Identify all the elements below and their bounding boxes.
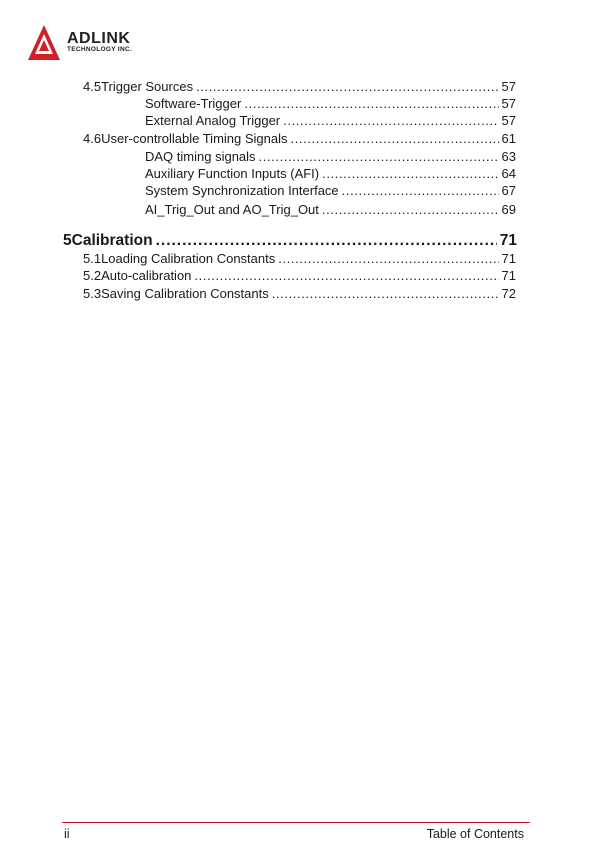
- toc-leader-dots: [322, 166, 498, 182]
- toc-entry-number: 5.2: [83, 268, 102, 283]
- toc-entry-page: 67: [501, 183, 516, 198]
- footer-page-number: ii: [64, 827, 70, 841]
- toc-entry-page: 69: [501, 202, 516, 217]
- toc-entry[interactable]: [145, 149, 516, 165]
- toc-entry-page: 57: [501, 96, 516, 111]
- toc-entry-title: Loading Calibration Constants: [101, 251, 276, 266]
- toc-leader-dots: [156, 232, 497, 250]
- toc-leader-dots: [196, 79, 498, 95]
- toc-entry-number: 4.6: [83, 131, 102, 146]
- toc-entry[interactable]: [145, 113, 516, 129]
- toc-entry-title: User-controllable Timing Signals: [101, 131, 288, 146]
- toc-entry-title: System Synchronization Interface: [145, 183, 339, 198]
- toc-entry-page: 57: [501, 79, 516, 94]
- logo-subtitle-text: TECHNOLOGY INC.: [67, 46, 133, 53]
- toc-chapter-entry[interactable]: [63, 232, 517, 250]
- toc-entry-page: 64: [501, 166, 516, 181]
- toc-entry-title: Auxiliary Function Inputs (AFI): [145, 166, 320, 181]
- toc-entry[interactable]: [83, 268, 516, 284]
- toc-chapter-page: 71: [499, 232, 517, 249]
- toc-leader-dots: [342, 183, 499, 199]
- toc-entry-page: 57: [501, 113, 516, 128]
- toc-entry[interactable]: [83, 131, 516, 147]
- toc-entry[interactable]: [83, 286, 516, 302]
- toc-leader-dots: [278, 251, 498, 267]
- toc-entry-page: 71: [501, 251, 516, 266]
- toc-leader-dots: [194, 268, 498, 284]
- footer-rule: [62, 822, 530, 823]
- toc-entry-title: Software-Trigger: [145, 96, 242, 111]
- toc-leader-dots: [244, 96, 498, 112]
- toc-entry-page: 71: [501, 268, 516, 283]
- toc-entry[interactable]: [83, 251, 516, 267]
- toc-entry-page: 72: [501, 286, 516, 301]
- toc-leader-dots: [272, 286, 499, 302]
- toc-entry-title: Trigger Sources: [101, 79, 194, 94]
- footer-section-title: Table of Contents: [426, 827, 524, 841]
- toc-leader-dots: [291, 131, 499, 147]
- toc-entry[interactable]: [145, 166, 516, 182]
- toc-leader-dots: [259, 149, 499, 165]
- toc-entry-page: 61: [501, 131, 516, 146]
- toc-entry-title: Saving Calibration Constants: [101, 286, 269, 301]
- toc-entry-number: 5.1: [83, 251, 102, 266]
- toc-entry-title: Auto-calibration: [101, 268, 192, 283]
- adlink-logo: [27, 24, 157, 64]
- toc-entry-title: External Analog Trigger: [145, 113, 281, 128]
- toc-entry-title: DAQ timing signals: [145, 149, 256, 164]
- toc-entry[interactable]: [83, 79, 516, 95]
- toc-entry-page: 63: [501, 149, 516, 164]
- adlink-triangle-icon: [27, 24, 65, 64]
- toc-chapter-title: Calibration: [71, 232, 153, 249]
- toc-entry-title: AI_Trig_Out and AO_Trig_Out: [145, 202, 319, 217]
- toc-entry[interactable]: [145, 183, 516, 199]
- toc-entry[interactable]: [145, 96, 516, 112]
- toc-chapter-number: 5: [63, 232, 72, 249]
- toc-leader-dots: [322, 202, 499, 218]
- toc-leader-dots: [283, 113, 498, 129]
- logo-brand-text: ADLINK: [67, 30, 131, 47]
- toc-entry-number: 4.5: [83, 79, 102, 94]
- toc-entry-number: 5.3: [83, 286, 102, 301]
- toc-entry[interactable]: [145, 202, 516, 218]
